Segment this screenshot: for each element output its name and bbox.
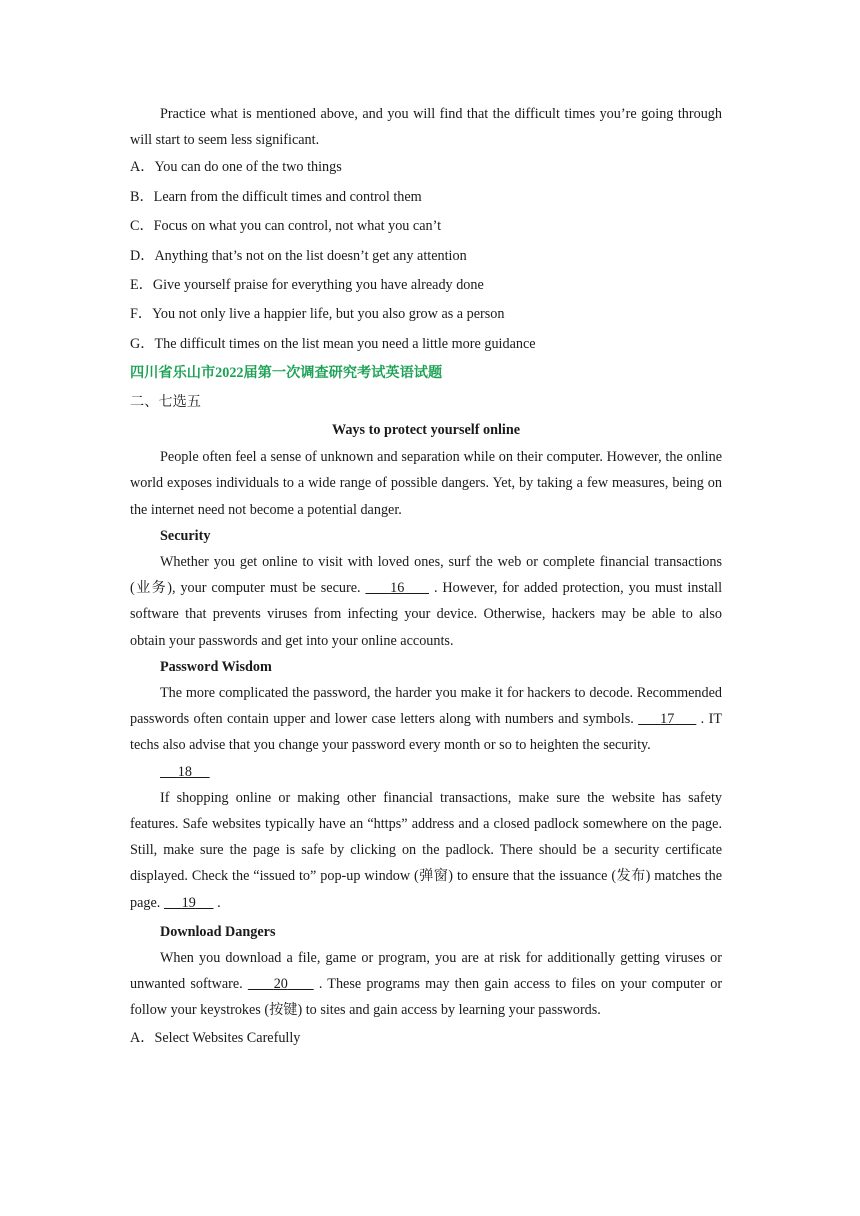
option-f: F．You not only live a happier life, but you also grow as a person [130,306,505,323]
section-heading: 二、七选五 [130,394,201,411]
source-title: 四川省乐山市2022届第一次调查研究考试英语试题 [130,365,443,382]
option-c: C．Focus on what you can control, not what you can’t [130,218,442,235]
blank-20: 20 [273,976,288,993]
blank-17: 17 [660,711,675,728]
option-e: E．Give yourself praise for everything you have already done [130,276,484,293]
passage-paragraph-2: Whether you get online to visit with loved ones, surf the web or complete financial transactions (业务), your computer must be secure. 16 . However, for added protection, you must install software that prevents viruses from infecting your device. Otherwise, hackers may be able to also obtain your passwords and get into your online accounts. [130,553,723,649]
passage-paragraph-4: If shopping online or making other financial transactions, make sure the website has safety features. Safe websites typically have an “https” address and a closed padlock somewhere on the page. Still, make sure the page is safe by clicking on the padlock. There should be a security certificate displayed. Check the “issued to” pop-up window (弹窗) to ensure that the issuance (发布) matches the page. 19 . [130,789,722,911]
blank-18: 18 [177,763,192,780]
passage-title: Ways to protect yourself online [331,422,521,439]
download-heading: Download Dangers [160,923,276,940]
intro-paragraph: Practice what is mentioned above, and you will find that the difficult times you’re going through will start to seem less significant. [130,106,722,149]
passage-paragraph-1: People often feel a sense of unknown and separation while on their computer. However, the online world exposes individuals to a wide range of possible dangers. Yet, by taking a few measures, being on the internet need not become a potential danger. [130,449,722,518]
passage-paragraph-3: The more complicated the password, the harder you make it for hackers to decode. Recommended passwords often contain upper and lower case letters along with numbers and symbols. 17 . IT techs also advise that you change your password every month or so to heighten the security. [130,684,722,754]
blank-19: 19 [181,894,196,911]
option-a-second: A．Select Websites Carefully [130,1029,301,1046]
option-a: A．You can do one of the two things [130,159,342,176]
option-d: D．Anything that’s not on the list doesn’t get any attention [130,247,467,264]
security-heading: Security [160,527,211,544]
option-g: G．The difficult times on the list mean you need a little more guidance [130,335,536,352]
option-b: B．Learn from the difficult times and control them [130,188,422,205]
document-content [130,101,722,1053]
password-heading: Password Wisdom [160,658,272,675]
passage-paragraph-5: When you download a file, game or program, you are at risk for additionally getting viruses or unwanted software. 20 . These programs may then gain access to files on your computer or follow your keystrokes (按键) to sites and gain access by learning your passwords. [130,949,723,1019]
blank-16: 16 [390,580,405,597]
heading-blank-18 [130,759,722,785]
options-list [130,153,722,359]
